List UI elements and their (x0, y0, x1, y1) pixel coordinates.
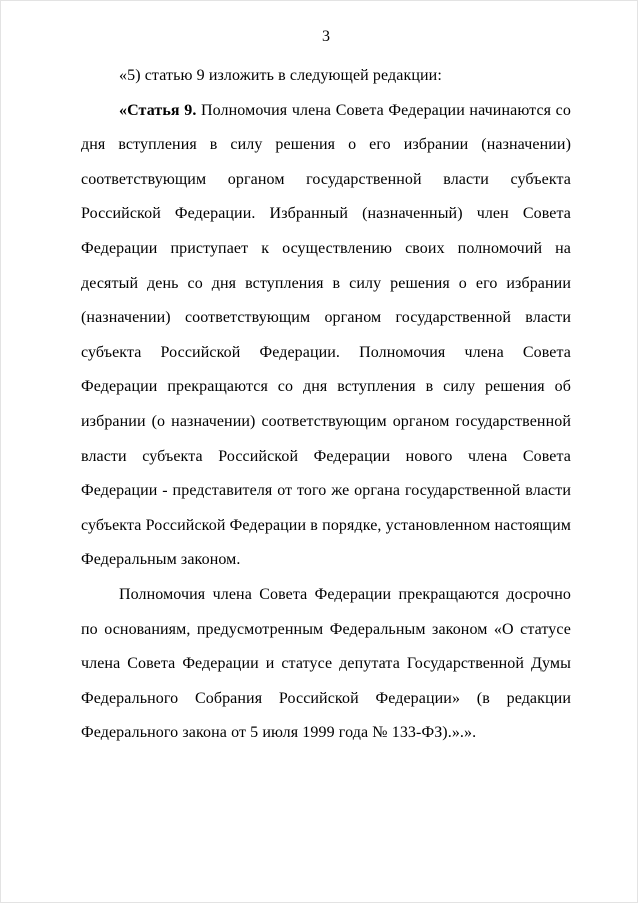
article-9-lead: «Статья 9. (119, 101, 197, 119)
page-content (1, 1, 637, 751)
paragraph-text: «5) статью 9 изложить в следующей редакции: (119, 67, 442, 84)
paragraph-article-9 (81, 94, 571, 578)
paragraph-amendment-intro (81, 59, 571, 94)
paragraph-text: Полномочия члена Совета Федерации прекращаются досрочно по основаниям, предусмотренным Федеральным законом «О статусе члена Совета Федерации и статусе депутата Государственной Думы Федерального Собрания Российской Федерации» (в редакции Федерального закона от 5 июля 1999 года № 133-ФЗ).».». (81, 585, 571, 742)
page-number: 3 (322, 28, 330, 45)
paragraph-early-termination (81, 578, 571, 751)
paragraph-text: Полномочия члена Совета Федерации начинаются со дня вступления в силу решения о его избрании (назначении) соответствующим органом государственной власти субъекта Российской Федерации. Избранный (назначенный) член Совета Федерации приступает к осуществлению своих полномочий на десятый день со дня вступления в силу решения о его избрании (назначении) соответствующим органом государственной власти субъекта Российской Федерации. Полномочия члена Совета Федерации прекращаются со дня вступления в силу решения об избрании (о назначении) соответствующим органом государственной власти субъекта Российской Федерации нового члена Совета Федерации - представителя от того же органа государственной власти субъекта Российской Федерации в порядке, установленном настоящим Федеральным законом. (81, 101, 571, 569)
